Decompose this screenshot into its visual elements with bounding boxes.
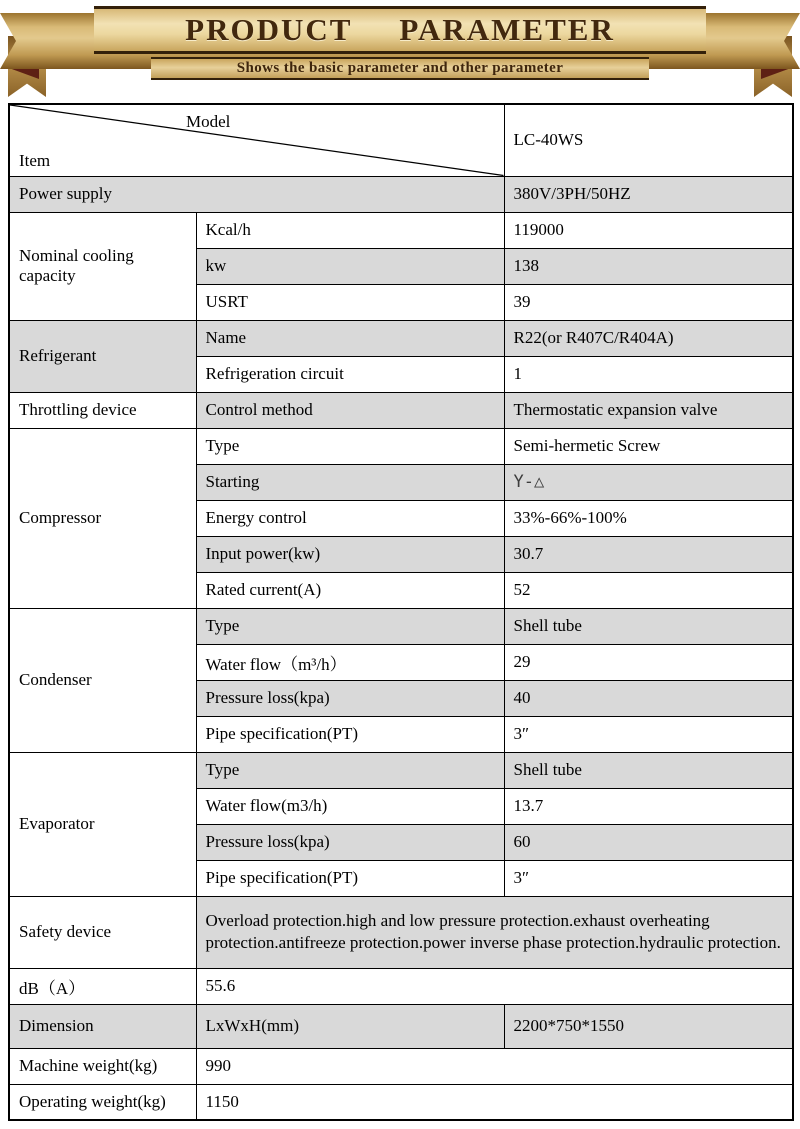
param-cell: Rated current(A) [196, 572, 504, 608]
spec-row-db [9, 968, 793, 1004]
param-cell: LxWxH(mm) [196, 1004, 504, 1048]
value-cell: Shell tube [504, 752, 793, 788]
category-throttling-device: Throttling device [9, 392, 196, 428]
value-cell: 33%-66%-100% [504, 500, 793, 536]
value-cell: 138 [504, 248, 793, 284]
spec-row-operating-weight [9, 1084, 793, 1120]
param-cell: Type [196, 752, 504, 788]
param-cell: Starting [196, 464, 504, 500]
param-cell: Water flow(m3/h) [196, 788, 504, 824]
power-supply-value-cell: 380V/3PH/50HZ [504, 176, 793, 212]
spec-row-header [9, 104, 793, 176]
diagonal-divider [10, 105, 504, 176]
category-condenser: Condenser [9, 608, 196, 752]
machine-weight-value-cell: 990 [196, 1048, 793, 1084]
category-evaporator: Evaporator [9, 752, 196, 896]
category-safety-device: Safety device [9, 896, 196, 968]
category-nominal-cooling: Nominal cooling capacity [9, 212, 196, 320]
safety-device-value-cell: Overload protection.high and low pressure protection.exhaust overheating protection.antifreeze protection.power inverse phase protection.hydraulic protection. [196, 896, 793, 968]
param-cell: Type [196, 608, 504, 644]
category-machine-weight: Machine weight(kg) [9, 1048, 196, 1084]
param-cell: Energy control [196, 500, 504, 536]
value-cell: Semi-hermetic Screw [504, 428, 793, 464]
param-cell: Refrigeration circuit [196, 356, 504, 392]
value-cell: 60 [504, 824, 793, 860]
category-refrigerant: Refrigerant [9, 320, 196, 392]
param-cell: Pipe specification(PT) [196, 716, 504, 752]
spec-row [9, 212, 793, 248]
value-cell: Shell tube [504, 608, 793, 644]
value-cell: R22(or R407C/R404A) [504, 320, 793, 356]
value-cell: 29 [504, 644, 793, 680]
param-cell: Control method [196, 392, 504, 428]
value-cell: 3″ [504, 716, 793, 752]
spec-row [9, 752, 793, 788]
banner-title-plate [94, 6, 706, 54]
model-value-cell: LC-40WS [504, 104, 793, 176]
category-db: dB（A） [9, 968, 196, 1004]
value-cell: 30.7 [504, 536, 793, 572]
value-cell: 2200*750*1550 [504, 1004, 793, 1048]
spec-row-safety-device [9, 896, 793, 968]
param-cell: Water flow（m³/h） [196, 644, 504, 680]
spec-row [9, 608, 793, 644]
value-cell: Y-△ [504, 464, 793, 500]
param-cell: Input power(kw) [196, 536, 504, 572]
product-parameter-banner [0, 0, 800, 103]
header-diagonal-cell [9, 104, 504, 176]
spec-table [8, 103, 794, 1121]
spec-row [9, 392, 793, 428]
param-cell: Pressure loss(kpa) [196, 680, 504, 716]
db-value-cell: 55.6 [196, 968, 793, 1004]
banner-subtitle-plate [151, 57, 649, 80]
value-cell: 40 [504, 680, 793, 716]
category-compressor: Compressor [9, 428, 196, 608]
spec-row [9, 428, 793, 464]
spec-row-dimension [9, 1004, 793, 1048]
param-cell: USRT [196, 284, 504, 320]
param-cell: Pressure loss(kpa) [196, 824, 504, 860]
category-dimension: Dimension [9, 1004, 196, 1048]
banner-subtitle: Shows the basic parameter and other parameter [236, 60, 564, 76]
power-supply-label-cell: Power supply [9, 176, 504, 212]
value-cell: 13.7 [504, 788, 793, 824]
param-cell: Pipe specification(PT) [196, 860, 504, 896]
spec-row-power-supply [9, 176, 793, 212]
operating-weight-value-cell: 1150 [196, 1084, 793, 1120]
value-cell: Thermostatic expansion valve [504, 392, 793, 428]
value-cell: 52 [504, 572, 793, 608]
category-operating-weight: Operating weight(kg) [9, 1084, 196, 1120]
value-cell: 119000 [504, 212, 793, 248]
param-cell: Name [196, 320, 504, 356]
param-cell: Type [196, 428, 504, 464]
value-cell: 39 [504, 284, 793, 320]
param-cell: Kcal/h [196, 212, 504, 248]
banner-title: PRODUCT PARAMETER [185, 12, 615, 47]
value-cell: 3″ [504, 860, 793, 896]
value-cell: 1 [504, 356, 793, 392]
spec-row [9, 320, 793, 356]
model-label: Model [186, 112, 231, 131]
spec-row-machine-weight [9, 1048, 793, 1084]
item-label: Item [19, 150, 51, 170]
param-cell: kw [196, 248, 504, 284]
